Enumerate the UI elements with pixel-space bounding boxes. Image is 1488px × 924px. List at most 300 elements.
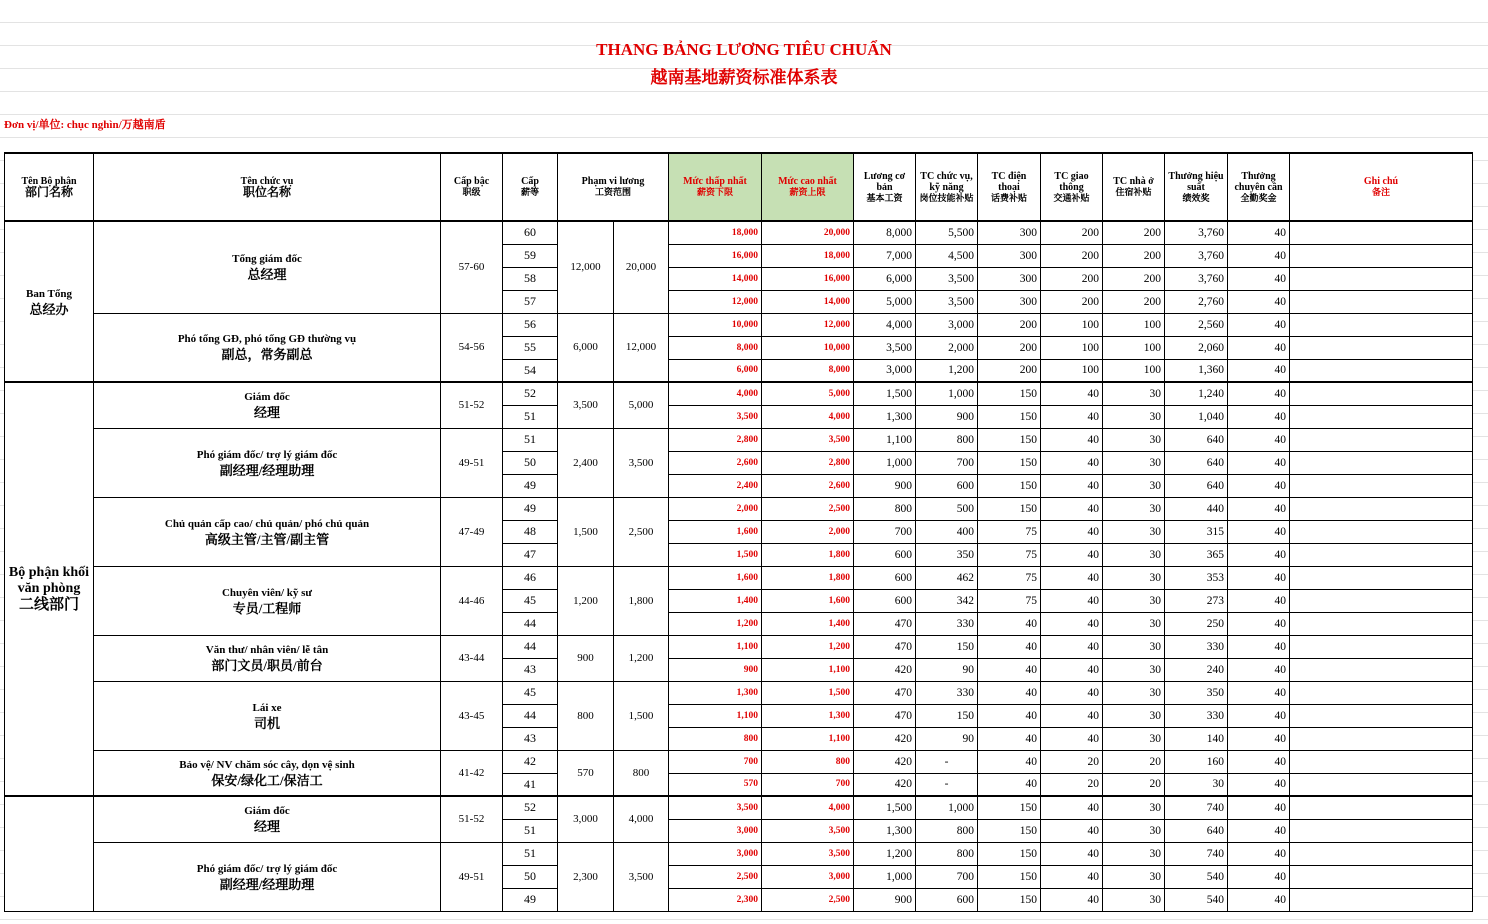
base-salary-cell: 900 [854,474,916,497]
tc-house-cell: 30 [1103,612,1165,635]
position-cell [94,750,441,796]
tc-phone-cell: 40 [978,704,1041,727]
tc-position-cell: 330 [916,612,978,635]
attendance-cell: 40 [1228,888,1290,911]
base-salary-cell: 1,300 [854,819,916,842]
salary-table [4,152,1473,912]
tc-position-cell: 900 [916,405,978,428]
position-name-zh: 经理 [253,819,280,835]
base-salary-cell: 420 [854,727,916,750]
bonus-cell: 330 [1165,704,1228,727]
range-max-cell: 800 [614,750,669,796]
tc-house-cell: 30 [1103,796,1165,819]
tc-house-cell: 100 [1103,313,1165,336]
range-max-cell: 4,000 [614,796,669,842]
header-dept: Tên Bộ phận 部门名称 [5,153,94,221]
range-min-cell: 3,500 [558,382,614,428]
level-cell: 41 [503,773,558,796]
bonus-cell: 160 [1165,750,1228,773]
table-row [5,796,1473,819]
base-salary-cell: 8,000 [854,221,916,244]
level-cell: 51 [503,405,558,428]
tc-position-cell: 700 [916,865,978,888]
tc-house-cell: 30 [1103,589,1165,612]
range-max-cell: 3,500 [614,842,669,911]
range-max-cell: 1,500 [614,681,669,750]
bonus-cell: 640 [1165,428,1228,451]
base-salary-cell: 3,500 [854,336,916,359]
min-salary-cell: 3,500 [669,796,762,819]
header-max: Mức cao nhất 薪资上限 [762,153,854,221]
tc-house-cell: 200 [1103,290,1165,313]
max-salary-cell: 18,000 [762,244,854,267]
min-salary-cell: 900 [669,658,762,681]
range-max-cell: 2,500 [614,497,669,566]
note-cell [1290,359,1473,382]
max-salary-cell: 4,000 [762,405,854,428]
tc-position-cell: 3,500 [916,267,978,290]
tc-traffic-cell: 40 [1041,382,1103,405]
grade-cell: 43-44 [441,635,503,681]
table-row [5,681,1473,704]
tc-phone-cell: 150 [978,405,1041,428]
bonus-cell: 640 [1165,474,1228,497]
level-cell: 59 [503,244,558,267]
tc-traffic-cell: 40 [1041,842,1103,865]
min-salary-cell: 1,600 [669,566,762,589]
range-min-cell: 2,400 [558,428,614,497]
min-salary-cell: 3,000 [669,819,762,842]
bonus-cell: 140 [1165,727,1228,750]
attendance-cell: 40 [1228,359,1290,382]
base-salary-cell: 1,500 [854,382,916,405]
position-cell [94,681,441,750]
tc-position-cell: 600 [916,474,978,497]
tc-position-cell: - [916,750,978,773]
range-max-cell: 3,500 [614,428,669,497]
base-salary-cell: 600 [854,589,916,612]
attendance-cell: 40 [1228,290,1290,313]
note-cell [1290,727,1473,750]
department-name-zh: 总经办 [29,301,69,317]
note-cell [1290,566,1473,589]
bonus-cell: 273 [1165,589,1228,612]
position-name-vn: Lái xe [252,701,282,714]
tc-house-cell: 200 [1103,221,1165,244]
table-row [5,842,1473,865]
base-salary-cell: 3,000 [854,359,916,382]
grade-cell: 51-52 [441,796,503,842]
base-salary-cell: 1,000 [854,451,916,474]
tc-traffic-cell: 40 [1041,520,1103,543]
note-cell [1290,336,1473,359]
max-salary-cell: 10,000 [762,336,854,359]
max-salary-cell: 2,500 [762,888,854,911]
max-salary-cell: 1,800 [762,566,854,589]
note-cell [1290,405,1473,428]
attendance-cell: 40 [1228,773,1290,796]
range-min-cell: 12,000 [558,221,614,313]
tc-house-cell: 30 [1103,704,1165,727]
min-salary-cell: 2,300 [669,888,762,911]
header-tc-phone: TC điện thoại 话费补贴 [978,153,1041,221]
position-name-vn: Phó giám đốc/ trợ lý giám đốc [196,448,338,461]
tc-house-cell: 30 [1103,428,1165,451]
tc-position-cell: 150 [916,635,978,658]
note-cell [1290,888,1473,911]
bonus-cell: 30 [1165,773,1228,796]
max-salary-cell: 5,000 [762,382,854,405]
bonus-cell: 2,060 [1165,336,1228,359]
level-cell: 48 [503,520,558,543]
tc-house-cell: 30 [1103,727,1165,750]
tc-phone-cell: 150 [978,865,1041,888]
min-salary-cell: 570 [669,773,762,796]
bonus-cell: 365 [1165,543,1228,566]
attendance-cell: 40 [1228,267,1290,290]
min-salary-cell: 800 [669,727,762,750]
tc-traffic-cell: 40 [1041,796,1103,819]
attendance-cell: 40 [1228,635,1290,658]
note-cell [1290,612,1473,635]
tc-position-cell: 462 [916,566,978,589]
attendance-cell: 40 [1228,796,1290,819]
tc-traffic-cell: 40 [1041,704,1103,727]
tc-phone-cell: 300 [978,221,1041,244]
level-cell: 45 [503,589,558,612]
bonus-cell: 3,760 [1165,267,1228,290]
position-name-vn: Tổng giám đốc [232,253,302,266]
level-cell: 51 [503,842,558,865]
level-cell: 50 [503,451,558,474]
position-cell [94,796,441,842]
min-salary-cell: 2,800 [669,428,762,451]
tc-traffic-cell: 40 [1041,635,1103,658]
table-body [5,221,1473,911]
attendance-cell: 40 [1228,704,1290,727]
max-salary-cell: 1,600 [762,589,854,612]
position-name-zh: 总经理 [247,267,287,283]
position-name-vn: Chủ quản cấp cao/ chủ quản/ phó chủ quản [164,517,370,530]
tc-house-cell: 30 [1103,842,1165,865]
base-salary-cell: 1,300 [854,405,916,428]
level-cell: 44 [503,612,558,635]
header-tc-traffic: TC giao thông 交通补贴 [1041,153,1103,221]
grade-cell: 51-52 [441,382,503,428]
note-cell [1290,474,1473,497]
max-salary-cell: 1,100 [762,727,854,750]
tc-phone-cell: 150 [978,842,1041,865]
range-min-cell: 1,200 [558,566,614,635]
note-cell [1290,842,1473,865]
range-min-cell: 3,000 [558,796,614,842]
attendance-cell: 40 [1228,842,1290,865]
attendance-cell: 40 [1228,382,1290,405]
base-salary-cell: 600 [854,566,916,589]
attendance-cell: 40 [1228,589,1290,612]
range-min-cell: 6,000 [558,313,614,382]
header-grade: Cấp bậc 职级 [441,153,503,221]
grade-cell: 43-45 [441,681,503,750]
range-max-cell: 5,000 [614,382,669,428]
tc-house-cell: 30 [1103,474,1165,497]
tc-phone-cell: 200 [978,336,1041,359]
base-salary-cell: 4,000 [854,313,916,336]
min-salary-cell: 18,000 [669,221,762,244]
header-tc-position: TC chức vụ, kỹ năng 岗位技能补贴 [916,153,978,221]
bonus-cell: 3,760 [1165,221,1228,244]
position-name-vn: Phó giám đốc/ trợ lý giám đốc [196,862,338,875]
bonus-cell: 3,760 [1165,244,1228,267]
tc-phone-cell: 40 [978,635,1041,658]
max-salary-cell: 1,200 [762,635,854,658]
bonus-cell: 1,360 [1165,359,1228,382]
grade-cell: 54-56 [441,313,503,382]
note-cell [1290,451,1473,474]
position-name-zh: 高级主管/主管/副主管 [204,531,330,547]
tc-phone-cell: 150 [978,428,1041,451]
tc-phone-cell: 150 [978,382,1041,405]
table-row [5,221,1473,244]
tc-phone-cell: 150 [978,451,1041,474]
level-cell: 58 [503,267,558,290]
max-salary-cell: 1,500 [762,681,854,704]
tc-position-cell: 2,000 [916,336,978,359]
position-cell [94,497,441,566]
tc-house-cell: 30 [1103,382,1165,405]
min-salary-cell: 1,200 [669,612,762,635]
tc-traffic-cell: 40 [1041,474,1103,497]
grade-cell: 49-51 [441,428,503,497]
level-cell: 55 [503,336,558,359]
tc-phone-cell: 300 [978,290,1041,313]
level-cell: 52 [503,796,558,819]
note-cell [1290,497,1473,520]
position-name-vn: Bảo vệ/ NV chăm sóc cây, dọn vệ sinh [179,758,355,771]
tc-phone-cell: 40 [978,658,1041,681]
attendance-cell: 40 [1228,543,1290,566]
grade-cell: 47-49 [441,497,503,566]
position-cell [94,313,441,382]
note-cell [1290,658,1473,681]
max-salary-cell: 800 [762,750,854,773]
note-cell [1290,704,1473,727]
tc-traffic-cell: 40 [1041,819,1103,842]
tc-house-cell: 20 [1103,773,1165,796]
tc-phone-cell: 200 [978,359,1041,382]
base-salary-cell: 420 [854,750,916,773]
tc-phone-cell: 200 [978,313,1041,336]
note-cell [1290,244,1473,267]
bonus-cell: 1,240 [1165,382,1228,405]
level-cell: 43 [503,658,558,681]
base-salary-cell: 1,200 [854,842,916,865]
attendance-cell: 40 [1228,451,1290,474]
tc-traffic-cell: 200 [1041,290,1103,313]
position-name-zh: 保安/绿化工/保洁工 [211,772,323,788]
bonus-cell: 2,560 [1165,313,1228,336]
tc-traffic-cell: 200 [1041,267,1103,290]
grade-cell: 44-46 [441,566,503,635]
attendance-cell: 40 [1228,474,1290,497]
bonus-cell: 740 [1165,796,1228,819]
tc-traffic-cell: 40 [1041,405,1103,428]
position-name-zh: 副经理/经理助理 [219,876,315,892]
level-cell: 42 [503,750,558,773]
note-cell [1290,819,1473,842]
min-salary-cell: 1,600 [669,520,762,543]
tc-house-cell: 30 [1103,658,1165,681]
tc-phone-cell: 40 [978,750,1041,773]
bonus-cell: 250 [1165,612,1228,635]
position-name-zh: 部门文员/职员/前台 [211,658,323,673]
tc-house-cell: 30 [1103,635,1165,658]
tc-position-cell: 350 [916,543,978,566]
note-cell [1290,428,1473,451]
department-cell [5,796,94,911]
tc-traffic-cell: 100 [1041,359,1103,382]
tc-position-cell: 800 [916,428,978,451]
attendance-cell: 40 [1228,658,1290,681]
grade-cell: 57-60 [441,221,503,313]
unit-label: Đơn vị/单位: chục nghìn/万越南盾 [4,119,166,131]
note-cell [1290,589,1473,612]
range-min-cell: 2,300 [558,842,614,911]
position-name-vn: Phó tổng GĐ, phó tổng GĐ thường vụ [177,333,357,346]
header-tc-house: TC nhà ở 住宿补贴 [1103,153,1165,221]
level-cell: 51 [503,819,558,842]
tc-position-cell: 1,000 [916,382,978,405]
table-row [5,750,1473,773]
position-cell [94,428,441,497]
table-row [5,382,1473,405]
base-salary-cell: 420 [854,773,916,796]
tc-position-cell: 600 [916,888,978,911]
attendance-cell: 40 [1228,428,1290,451]
tc-traffic-cell: 40 [1041,543,1103,566]
level-cell: 57 [503,290,558,313]
max-salary-cell: 2,500 [762,497,854,520]
header-base: Lương cơ bản 基本工资 [854,153,916,221]
grade-cell: 41-42 [441,750,503,796]
tc-position-cell: 150 [916,704,978,727]
tc-traffic-cell: 20 [1041,750,1103,773]
tc-traffic-cell: 100 [1041,336,1103,359]
position-cell [94,382,441,428]
grade-cell: 49-51 [441,842,503,911]
min-salary-cell: 1,100 [669,635,762,658]
max-salary-cell: 1,800 [762,543,854,566]
position-name-vn: Văn thư/ nhân viên/ lễ tân [205,644,329,656]
tc-position-cell: 500 [916,497,978,520]
tc-traffic-cell: 40 [1041,727,1103,750]
position-cell [94,221,441,313]
level-cell: 56 [503,313,558,336]
attendance-cell: 40 [1228,566,1290,589]
position-name-vn: Giám đốc [244,805,290,818]
max-salary-cell: 2,800 [762,451,854,474]
tc-phone-cell: 40 [978,681,1041,704]
tc-traffic-cell: 40 [1041,612,1103,635]
position-name-zh: 专员/工程师 [232,600,302,616]
min-salary-cell: 1,500 [669,543,762,566]
attendance-cell: 40 [1228,313,1290,336]
bonus-cell: 540 [1165,865,1228,888]
note-cell [1290,543,1473,566]
min-salary-cell: 1,300 [669,681,762,704]
bonus-cell: 540 [1165,888,1228,911]
position-name-zh: 副经理/经理助理 [219,462,315,478]
tc-position-cell: 1,200 [916,359,978,382]
tc-phone-cell: 300 [978,267,1041,290]
note-cell [1290,796,1473,819]
range-min-cell: 800 [558,681,614,750]
min-salary-cell: 2,600 [669,451,762,474]
level-cell: 45 [503,681,558,704]
tc-house-cell: 100 [1103,336,1165,359]
table-row [5,428,1473,451]
tc-traffic-cell: 40 [1041,451,1103,474]
min-salary-cell: 14,000 [669,267,762,290]
attendance-cell: 40 [1228,865,1290,888]
level-cell: 46 [503,566,558,589]
tc-phone-cell: 40 [978,773,1041,796]
tc-house-cell: 30 [1103,543,1165,566]
position-cell [94,635,441,681]
header-attendance: Thưởng chuyên cần 全勤奖金 [1228,153,1290,221]
tc-position-cell: 330 [916,681,978,704]
level-cell: 49 [503,497,558,520]
level-cell: 50 [503,865,558,888]
max-salary-cell: 3,500 [762,842,854,865]
header-level: Cấp 薪等 [503,153,558,221]
tc-house-cell: 30 [1103,520,1165,543]
base-salary-cell: 6,000 [854,267,916,290]
department-name-vn: Bộ phận khối văn phòng [8,565,90,596]
tc-house-cell: 30 [1103,451,1165,474]
base-salary-cell: 600 [854,543,916,566]
tc-traffic-cell: 40 [1041,658,1103,681]
max-salary-cell: 1,100 [762,658,854,681]
bonus-cell: 1,040 [1165,405,1228,428]
attendance-cell: 40 [1228,244,1290,267]
base-salary-cell: 420 [854,658,916,681]
tc-house-cell: 30 [1103,888,1165,911]
department-cell [5,221,94,382]
max-salary-cell: 20,000 [762,221,854,244]
tc-house-cell: 30 [1103,819,1165,842]
range-min-cell: 1,500 [558,497,614,566]
tc-position-cell: 90 [916,658,978,681]
level-cell: 54 [503,359,558,382]
tc-position-cell: 800 [916,842,978,865]
attendance-cell: 40 [1228,681,1290,704]
min-salary-cell: 2,400 [669,474,762,497]
min-salary-cell: 2,500 [669,865,762,888]
min-salary-cell: 4,000 [669,382,762,405]
bonus-cell: 353 [1165,566,1228,589]
level-cell: 44 [503,704,558,727]
tc-house-cell: 30 [1103,566,1165,589]
base-salary-cell: 1,100 [854,428,916,451]
note-cell [1290,221,1473,244]
min-salary-cell: 16,000 [669,244,762,267]
tc-house-cell: 20 [1103,750,1165,773]
base-salary-cell: 470 [854,681,916,704]
base-salary-cell: 7,000 [854,244,916,267]
note-cell [1290,635,1473,658]
bonus-cell: 640 [1165,819,1228,842]
